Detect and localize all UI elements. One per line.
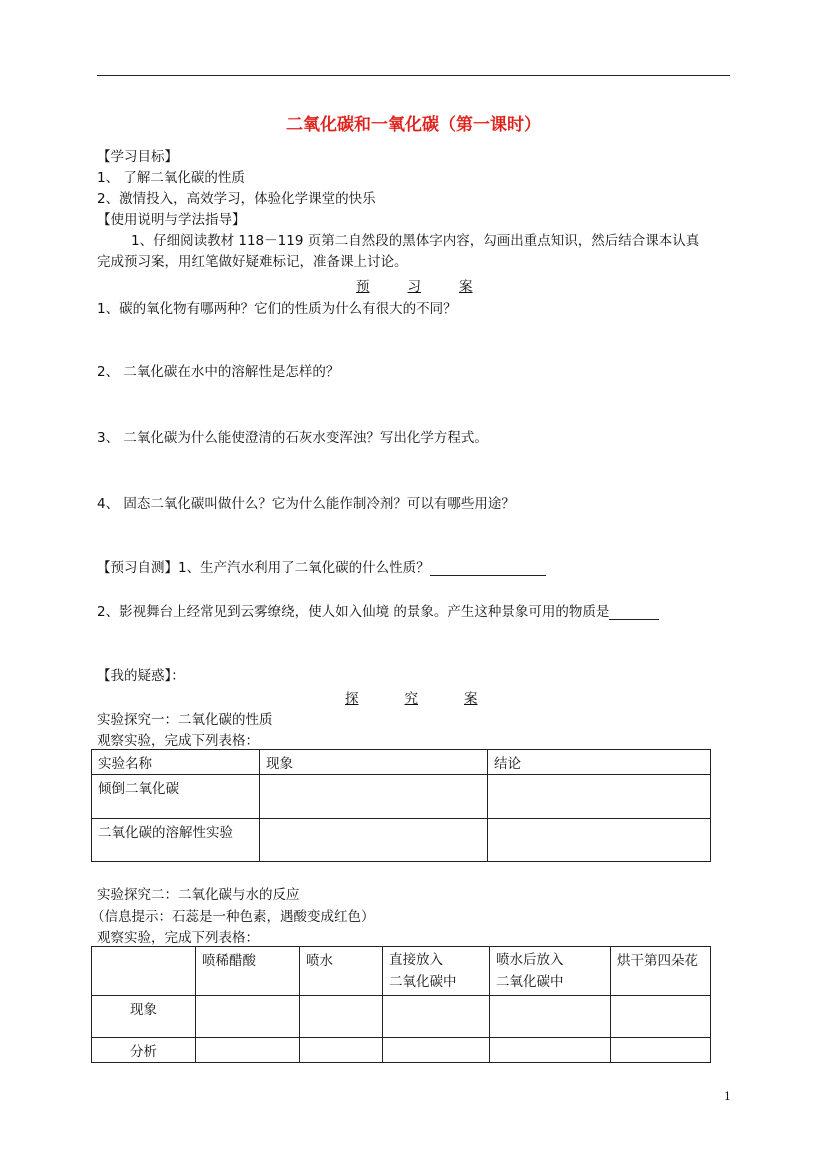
doubts-label: 【我的疑惑】：	[97, 668, 185, 684]
preview-question: 3、 二氧化碳为什么能使澄清的石灰水变浑浊？写出化学方程式。	[97, 430, 488, 446]
table-header	[92, 947, 196, 996]
experiment1-table	[91, 749, 711, 862]
preview-question: 1、碳的氧化物有哪两种？它们的性质为什么有很大的不同？	[97, 301, 457, 317]
exp1-title: 实验探究一：二氧化碳的性质	[97, 712, 273, 728]
objectives-heading: 【学习目标】	[97, 149, 178, 165]
table-cell[interactable]	[383, 1038, 490, 1063]
table-row-label: 倾倒二氧化碳	[92, 775, 260, 819]
table-cell[interactable]	[196, 1038, 300, 1063]
table-header: 烘干第四朵花	[611, 947, 711, 996]
answer-blank[interactable]	[430, 561, 546, 576]
table-cell[interactable]	[196, 996, 300, 1038]
preview-question: 2、 二氧化碳在水中的溶解性是怎样的？	[97, 364, 340, 380]
table-cell[interactable]	[300, 996, 383, 1038]
instructions-heading: 【使用说明与学法指导】	[97, 212, 246, 228]
preview-question: 4、 固态二氧化碳叫做什么？它为什么能作制冷剂？可以有哪些用途？	[97, 496, 515, 512]
table-header: 喷稀醋酸	[196, 947, 300, 996]
table-cell[interactable]	[611, 996, 711, 1038]
selftest-q1: 【预习自测】1、生产汽水利用了二氧化碳的什么性质？	[97, 556, 546, 576]
page-title: 二氧化碳和一氧化碳（第一课时）	[286, 115, 541, 135]
table-header: 实验名称	[92, 750, 260, 775]
table-header: 结论	[488, 750, 711, 775]
exp1-instruction: 观察实验，完成下列表格：	[97, 733, 259, 749]
table-cell[interactable]	[490, 1038, 611, 1063]
table-cell[interactable]	[260, 819, 488, 862]
preview-heading: 预 习 案	[356, 279, 473, 295]
header-rule	[97, 75, 730, 76]
table-cell[interactable]	[488, 819, 711, 862]
table-cell[interactable]	[260, 775, 488, 819]
table-header: 喷水后放入 二氧化碳中	[490, 947, 611, 996]
exp2-instruction: 观察实验，完成下列表格：	[97, 930, 259, 946]
answer-blank[interactable]	[609, 605, 659, 620]
objective-item: 2、激情投入，高效学习，体验化学课堂的快乐	[97, 191, 376, 207]
table-cell[interactable]	[488, 775, 711, 819]
instructions-line: 完成预习案，用红笔做好疑难标记，准备课上讨论。	[97, 254, 408, 270]
selftest-q2: 2、影视舞台上经常见到云雾缭绕，使人如入仙境 的景象。产生这种景象可用的物质是	[97, 600, 659, 620]
table-cell[interactable]	[490, 996, 611, 1038]
page-number: 1	[724, 1090, 731, 1103]
table-header: 喷水	[300, 947, 383, 996]
objective-item: 1、 了解二氧化碳的性质	[97, 170, 245, 186]
table-cell[interactable]	[611, 1038, 711, 1063]
table-row-label: 二氧化碳的溶解性实验	[92, 819, 260, 862]
explore-heading: 探 究 案	[345, 691, 478, 707]
exp2-hint: （信息提示：石蕊是一种色素，遇酸变成红色）	[91, 909, 375, 925]
table-header: 现象	[260, 750, 488, 775]
instructions-line: 1、仔细阅读教材 118－119 页第二自然段的黑体字内容，勾画出重点知识，然后结合课本认真	[131, 233, 700, 249]
experiment2-table	[91, 946, 711, 1063]
table-row-label: 分析	[92, 1038, 196, 1063]
table-cell[interactable]	[383, 996, 490, 1038]
table-cell[interactable]	[300, 1038, 383, 1063]
table-header: 直接放入 二氧化碳中	[383, 947, 490, 996]
exp2-title: 实验探究二：二氧化碳与水的反应	[97, 887, 300, 903]
table-row-label: 现象	[92, 996, 196, 1038]
